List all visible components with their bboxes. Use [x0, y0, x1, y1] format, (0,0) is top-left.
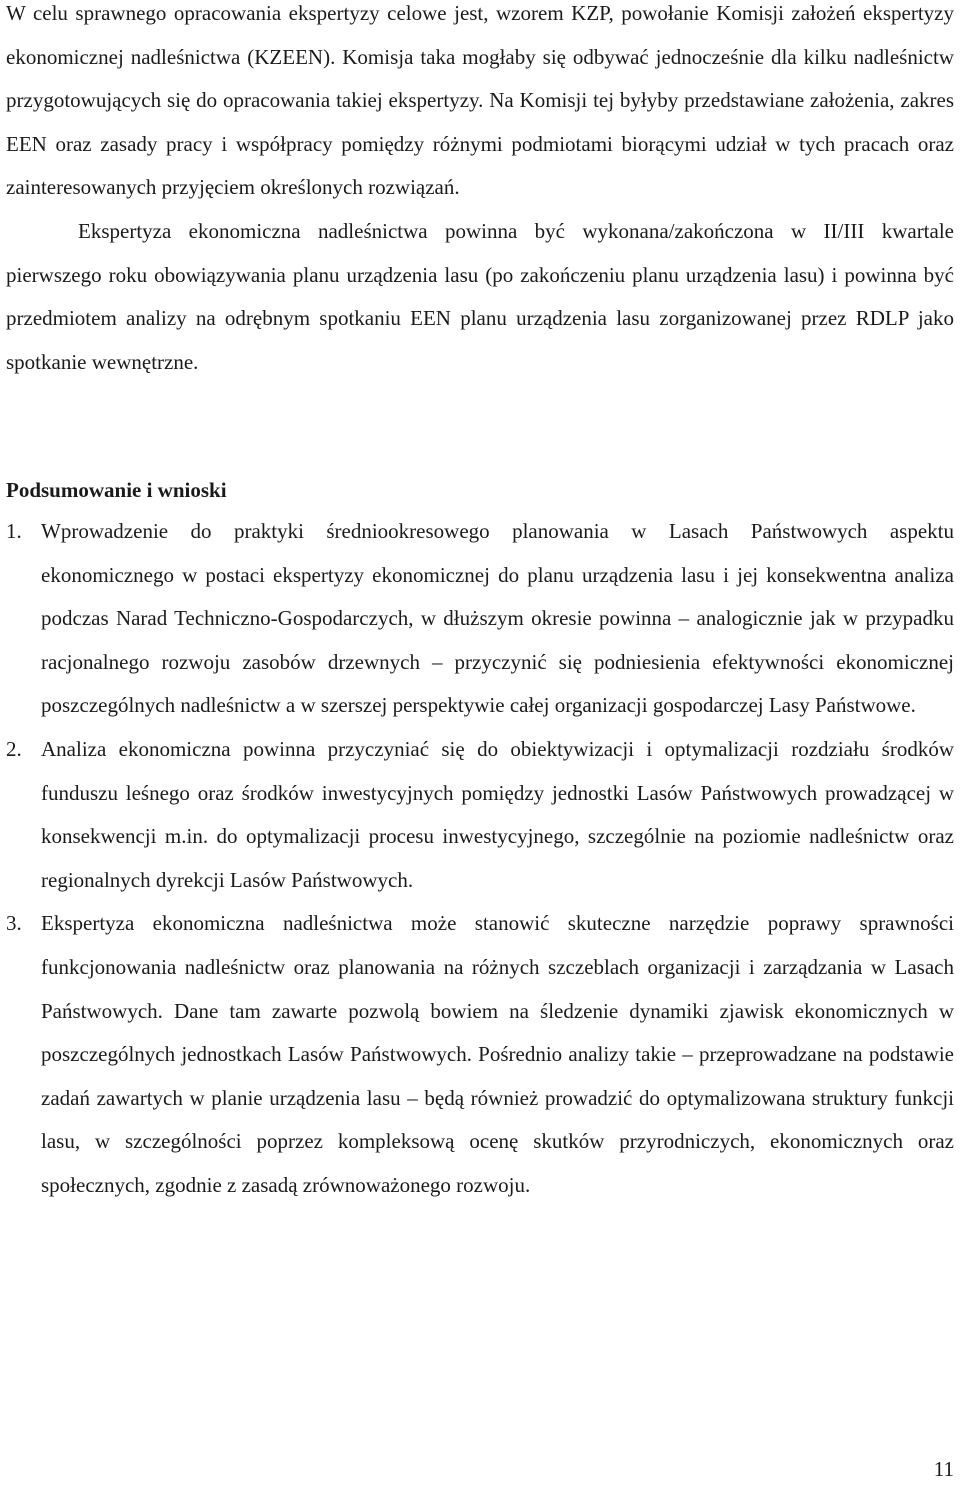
list-item	[6, 728, 954, 902]
list-item	[6, 902, 954, 1207]
list-item-text: Wprowadzenie do praktyki średniookresowego planowania w Lasach Państwowych aspektu ekonomicznego w postaci ekspertyzy ekonomicznej do planu urządzenia lasu i jej konsekwentna analiza podczas Narad Techniczno-Gospodarczych, w dłuższym okresie powinna – analogicznie jak w przypadku racjonalnego rozwoju zasobów drzewnych – przyczynić się podniesienia efektywności ekonomicznej poszczególnych nadleśnictw a w szerszej perspektywie całej organizacji gospodarczej Lasy Państwowe.	[41, 519, 954, 718]
conclusions-list	[6, 510, 954, 1208]
list-item	[6, 510, 954, 728]
section-heading: Podsumowanie i wnioski	[6, 478, 227, 502]
list-item-number: 2.	[6, 736, 22, 761]
document-page	[6, 0, 954, 1197]
paragraph-ekspertyza: Ekspertyza ekonomiczna nadleśnictwa powinna być wykonana/zakończona w II/III kwartale pierwszego roku obowiązywania planu urządzenia lasu (po zakończeniu planu urządzenia lasu) i powinna być przedmiotem analizy na odrębnym spotkaniu EEN planu urządzenia lasu zorganizowanej przez RDLP jako spotkanie wewnętrzne.	[6, 218, 954, 374]
list-item-text: Analiza ekonomiczna powinna przyczyniać się do obiektywizacji i optymalizacji rozdziału środków funduszu leśnego oraz środków inwestycyjnych pomiędzy jednostki Lasów Państwowych prowadzącej w konsekwencji m.in. do optymalizacji procesu inwestycyjnego, szczególnie na poziomie nadleśnictw oraz regionalnych dyrekcji Lasów Państwowych.	[41, 736, 954, 892]
page-number: 11	[933, 1457, 954, 1481]
list-item-number: 3.	[6, 911, 22, 936]
paragraph-komisja: W celu sprawnego opracowania ekspertyzy celowe jest, wzorem KZP, powołanie Komisji założeń ekspertyzy ekonomicznej nadleśnictwa (KZEEN). Komisja taka mogłaby się odbywać jednocześnie dla kilku nadleśnictw przygotowujących się do opracowania takiej ekspertyzy. Na Komisji tej byłyby przedstawiane założenia, zakres EEN oraz zasady pracy i współpracy pomiędzy różnymi podmiotami biorącymi udział w tych pracach oraz zainteresowanych przyjęciem określonych rozwiązań.	[6, 1, 954, 200]
list-item-number: 1.	[6, 519, 22, 543]
list-item-text: Ekspertyza ekonomiczna nadleśnictwa może stanowić skuteczne narzędzie poprawy sprawności funkcjonowania nadleśnictw oraz planowania na różnych szczeblach organizacji i zarządzania w Lasach Państwowych. Dane tam zawarte pozwolą bowiem na śledzenie dynamiki zjawisk ekonomicznych w poszczególnych jednostkach Lasów Państwowych. Pośrednio analizy takie – przeprowadzane na podstawie zadań zawartych w planie urządzenia lasu – będą również prowadzić do optymalizowana struktury funkcji lasu, w szczególności poprzez kompleksową ocenę skutków przyrodniczych, ekonomicznych oraz społecznych, zgodnie z zasadą zrównoważonego rozwoju.	[41, 911, 954, 1197]
